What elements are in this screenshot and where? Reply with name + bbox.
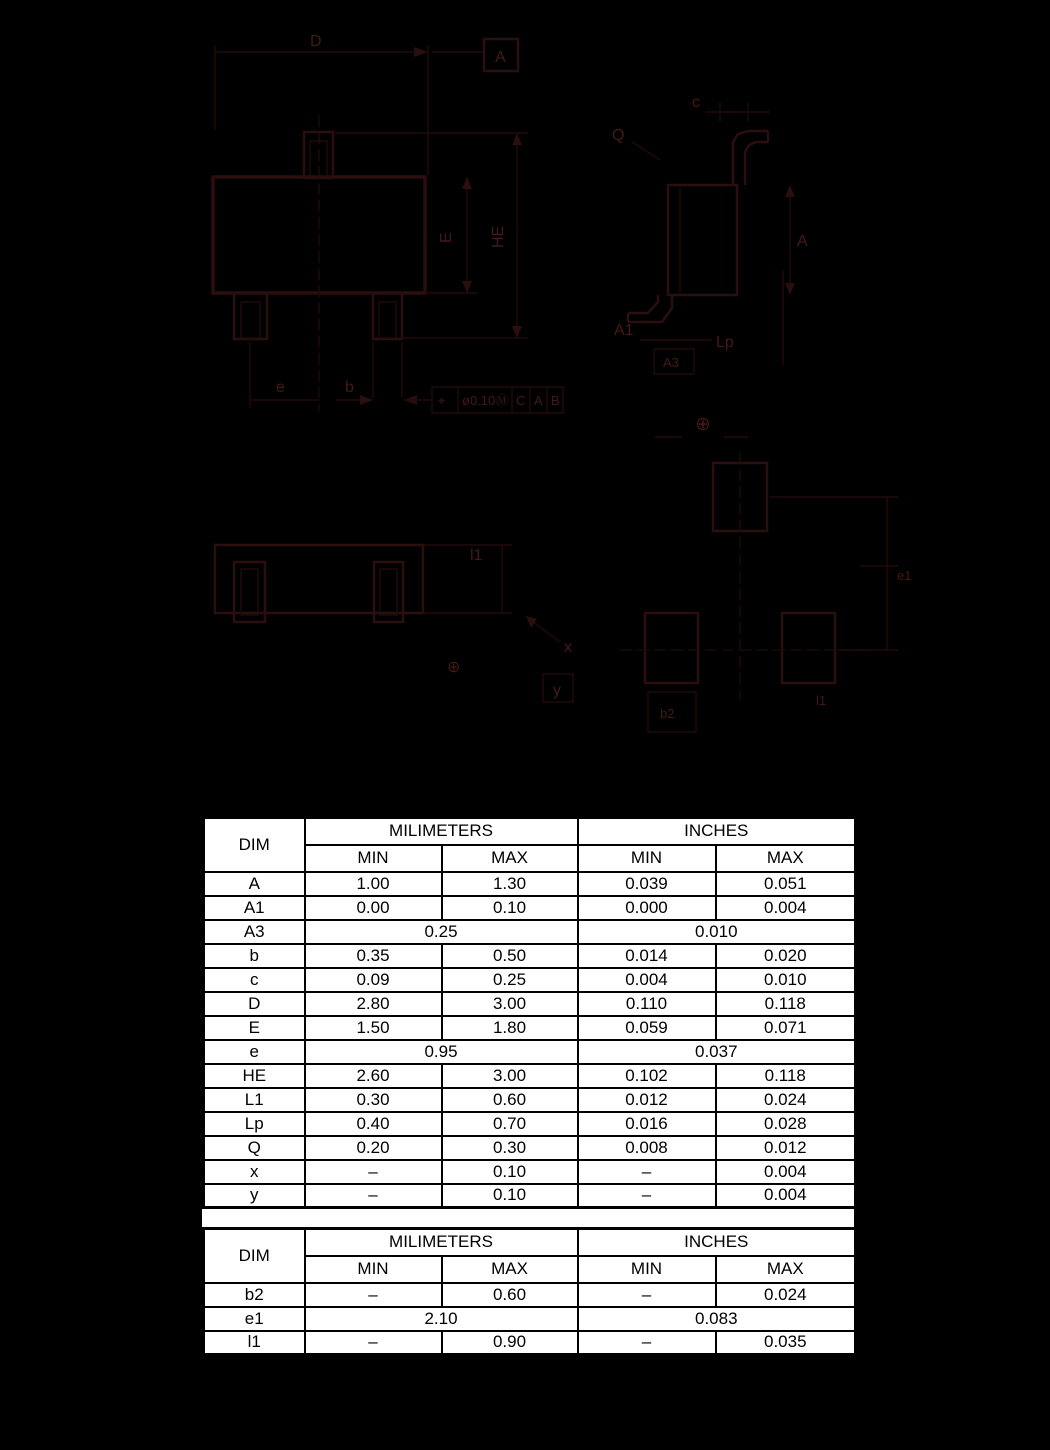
package-dimension-table: [202, 816, 857, 1209]
in-max-cell: 0.035: [716, 1331, 856, 1355]
dim-label-b2: b2: [660, 706, 675, 721]
tolerance-frame-datum-a: A: [534, 393, 543, 408]
tolerance-frame-value: ø0.10Ⓜ: [462, 393, 509, 408]
dim-header: DIM: [204, 1229, 305, 1283]
mm-min-cell: 0.35: [305, 944, 442, 968]
dim-cell: b2: [204, 1283, 305, 1307]
group-header-row: [204, 818, 856, 845]
mm-max-cell: 0.50: [442, 944, 578, 968]
table-row: [204, 1160, 856, 1184]
sub-header: MAX: [716, 845, 856, 872]
table-row: [204, 968, 856, 992]
in-max-cell: 0.020: [716, 944, 856, 968]
mm-min-cell: 2.60: [305, 1064, 442, 1088]
tolerance-frame-datum-c: C: [516, 393, 526, 408]
mm-min-cell: –: [305, 1283, 442, 1307]
mm-span-cell: 0.95: [305, 1040, 578, 1064]
dim-label-L1: l1: [470, 547, 483, 564]
in-span-cell: 0.037: [578, 1040, 856, 1064]
mm-min-cell: 1.00: [305, 872, 442, 896]
mm-min-cell: 0.00: [305, 896, 442, 920]
tolerance-frame-symbol: ⌖: [438, 393, 446, 408]
mm-max-cell: 0.30: [442, 1136, 578, 1160]
table-gap: [202, 1209, 854, 1227]
in-min-cell: 0.008: [578, 1136, 716, 1160]
dim-cell: A1: [204, 896, 305, 920]
dim-cell: L1: [204, 1088, 305, 1112]
mm-min-cell: –: [305, 1331, 442, 1355]
in-min-cell: –: [578, 1160, 716, 1184]
dim-label-y: y: [553, 682, 561, 699]
dim-cell: x: [204, 1160, 305, 1184]
dim-label-e1: e1: [897, 568, 912, 583]
in-min-cell: 0.012: [578, 1088, 716, 1112]
mm-max-cell: 0.10: [442, 1184, 578, 1208]
mm-min-cell: 0.40: [305, 1112, 442, 1136]
in-min-cell: 0.059: [578, 1016, 716, 1040]
dim-label-c: c: [692, 94, 700, 111]
dim-cell: l1: [204, 1331, 305, 1355]
in-min-cell: 0.039: [578, 872, 716, 896]
dim-label-HE: HE: [490, 225, 507, 248]
dim-label-A: A: [797, 233, 808, 250]
in-max-cell: 0.118: [716, 1064, 856, 1088]
in-max-cell: 0.012: [716, 1136, 856, 1160]
table-row: [204, 944, 856, 968]
table-row: [204, 920, 856, 944]
tolerance-frame-datum-b: B: [551, 393, 560, 408]
mm-max-cell: 3.00: [442, 992, 578, 1016]
seating-plane-symbol: ⊕: [447, 659, 461, 676]
dim-label-A1: A1: [614, 322, 634, 339]
sub-header: MIN: [578, 1256, 716, 1283]
front-view-drawing: [213, 33, 563, 413]
table-row: [204, 1088, 856, 1112]
dim-cell: e: [204, 1040, 305, 1064]
side-view-drawing: [612, 94, 808, 374]
sub-header: MAX: [442, 1256, 578, 1283]
table-row: [204, 872, 856, 896]
mm-span-cell: 2.10: [305, 1307, 578, 1331]
sub-header: MIN: [305, 1256, 442, 1283]
table-row: [204, 1016, 856, 1040]
mm-min-cell: 0.30: [305, 1088, 442, 1112]
mm-span-cell: 0.25: [305, 920, 578, 944]
dim-cell: A3: [204, 920, 305, 944]
in-min-cell: 0.000: [578, 896, 716, 920]
in-max-cell: 0.071: [716, 1016, 856, 1040]
land-pattern-dimension-table: [202, 1227, 857, 1356]
mm-min-cell: 2.80: [305, 992, 442, 1016]
dim-label-E: E: [438, 232, 455, 243]
group-header: INCHES: [578, 1229, 856, 1256]
dim-cell: b: [204, 944, 305, 968]
dim-cell: Q: [204, 1136, 305, 1160]
table-row: [204, 896, 856, 920]
mm-min-cell: –: [305, 1184, 442, 1208]
rotated-view-drawing: [215, 545, 573, 702]
dim-label-l1: l1: [816, 693, 827, 708]
sub-header: MAX: [442, 845, 578, 872]
dim-label-b: b: [345, 379, 354, 396]
dim-label-Q: Q: [612, 127, 625, 144]
in-max-cell: 0.024: [716, 1088, 856, 1112]
in-max-cell: 0.028: [716, 1112, 856, 1136]
in-min-cell: 0.016: [578, 1112, 716, 1136]
dim-cell: HE: [204, 1064, 305, 1088]
mm-min-cell: 0.09: [305, 968, 442, 992]
dim-cell: A: [204, 872, 305, 896]
mm-max-cell: 0.25: [442, 968, 578, 992]
dim-cell: e1: [204, 1307, 305, 1331]
group-header: MILIMETERS: [305, 818, 578, 845]
group-header-row: [204, 1229, 856, 1256]
mm-max-cell: 0.70: [442, 1112, 578, 1136]
dimension-tables-panel: [202, 816, 854, 1356]
table-row: [204, 992, 856, 1016]
dim-label-A3: A3: [663, 355, 679, 370]
sub-header: MAX: [716, 1256, 856, 1283]
target-symbol: ⊕: [695, 414, 711, 435]
dim-label-e: e: [276, 379, 285, 396]
table-row: [204, 1283, 856, 1307]
in-min-cell: –: [578, 1184, 716, 1208]
dim-label-Lp: Lp: [716, 334, 734, 351]
in-max-cell: 0.004: [716, 1184, 856, 1208]
in-max-cell: 0.010: [716, 968, 856, 992]
in-max-cell: 0.004: [716, 896, 856, 920]
dim-cell: Lp: [204, 1112, 305, 1136]
table-row: [204, 1112, 856, 1136]
table-row: [204, 1064, 856, 1088]
land-pattern-drawing: [620, 414, 911, 732]
table-row: [204, 1136, 856, 1160]
group-header: INCHES: [578, 818, 856, 845]
sub-header: MIN: [578, 845, 716, 872]
mm-max-cell: 0.90: [442, 1331, 578, 1355]
table-row: [204, 1184, 856, 1208]
dim-cell: E: [204, 1016, 305, 1040]
dim-label-x: x: [564, 639, 572, 656]
mm-max-cell: 1.80: [442, 1016, 578, 1040]
dim-cell: y: [204, 1184, 305, 1208]
mm-max-cell: 1.30: [442, 872, 578, 896]
in-min-cell: 0.102: [578, 1064, 716, 1088]
table-row: [204, 1331, 856, 1355]
in-span-cell: 0.083: [578, 1307, 856, 1331]
dim-label-D: D: [310, 33, 322, 50]
in-min-cell: –: [578, 1331, 716, 1355]
in-min-cell: 0.014: [578, 944, 716, 968]
dim-cell: D: [204, 992, 305, 1016]
sub-header: MIN: [305, 845, 442, 872]
mm-max-cell: 0.10: [442, 896, 578, 920]
group-header: MILIMETERS: [305, 1229, 578, 1256]
dim-cell: c: [204, 968, 305, 992]
datum-a-label: A: [495, 49, 506, 66]
table-row: [204, 1040, 856, 1064]
in-min-cell: 0.110: [578, 992, 716, 1016]
mm-max-cell: 3.00: [442, 1064, 578, 1088]
mm-min-cell: –: [305, 1160, 442, 1184]
in-max-cell: 0.004: [716, 1160, 856, 1184]
mm-max-cell: 0.60: [442, 1088, 578, 1112]
in-max-cell: 0.118: [716, 992, 856, 1016]
in-span-cell: 0.010: [578, 920, 856, 944]
in-max-cell: 0.024: [716, 1283, 856, 1307]
mm-min-cell: 0.20: [305, 1136, 442, 1160]
dim-header: DIM: [204, 818, 305, 872]
mm-min-cell: 1.50: [305, 1016, 442, 1040]
mm-max-cell: 0.60: [442, 1283, 578, 1307]
in-max-cell: 0.051: [716, 872, 856, 896]
table-row: [204, 1307, 856, 1331]
in-min-cell: 0.004: [578, 968, 716, 992]
mm-max-cell: 0.10: [442, 1160, 578, 1184]
in-min-cell: –: [578, 1283, 716, 1307]
